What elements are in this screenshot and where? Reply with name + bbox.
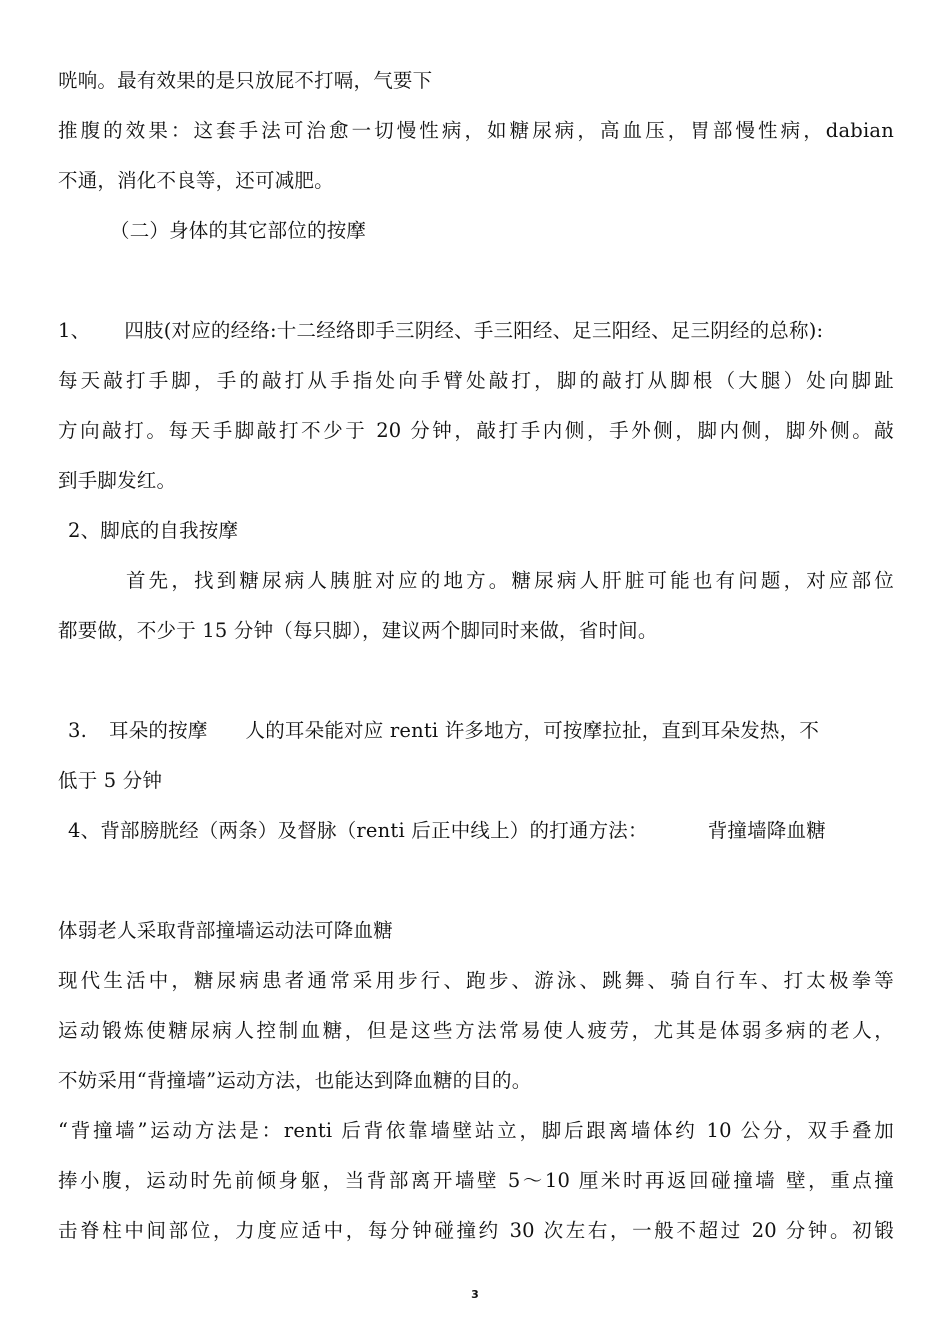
text-span: 人的耳朵能对应 renti 许多地方，可按摩拉扯，直到耳朵发热，不: [245, 719, 820, 742]
list-item-ear-massage: [68, 716, 894, 746]
text-line: 推腹的效果：这套手法可治愈一切慢性病，如糖尿病，高血压，胃部慢性病，dabian: [58, 119, 894, 142]
text-line: 现代生活中，糖尿病患者通常采用步行、跑步、游泳、跳舞、骑自行车、打太极拳等: [58, 969, 894, 992]
list-item-heading: 耳朵的按摩: [109, 719, 208, 742]
page-number: 3: [471, 1288, 479, 1301]
text-line: 都要做，不少于 15 分钟（每只脚），建议两个脚同时来做，省时间。: [58, 619, 658, 642]
list-item-heading: 四肢(对应的经络:十二经络即手三阴经、手三阳经、足三阳经、足三阴经的总称):: [124, 319, 824, 342]
text-line: 方向敲打。每天手脚敲打不少于 20 分钟，敲打手内侧，手外侧，脚内侧，脚外侧。敲: [58, 419, 894, 442]
list-item-back: [68, 816, 894, 846]
text-line: 运动锻炼使糖尿病人控制血糖，但是这些方法常易使人疲劳，尤其是体弱多病的老人，: [58, 1019, 894, 1042]
text-line: 不通，消化不良等，还可减肥。: [58, 169, 334, 192]
text-line: 到手脚发红。: [58, 469, 177, 492]
text-line: 捧小腹，运动时先前倾身躯，当背部离开墙壁 5～10 厘米时再返回碰撞墙 壁，重点撞: [58, 1169, 894, 1192]
list-item-heading: 4、背部膀胱经（两条）及督脉（renti 后正中线上）的打通方法：: [68, 819, 648, 842]
text-span: 背撞墙降血糖: [707, 819, 826, 842]
text-line: 不妨采用“背撞墙”运动方法，也能达到降血糖的目的。: [58, 1069, 532, 1092]
text-line: 每天敲打手脚，手的敲打从手指处向手臂处敲打，脚的敲打从脚根（大腿）处向脚趾: [58, 369, 894, 392]
list-item-limbs: [58, 316, 894, 346]
list-number: 1、: [58, 319, 91, 342]
list-item-foot-massage: 2、脚底的自我按摩: [68, 519, 239, 542]
section-heading: （二）身体的其它部位的按摩: [110, 219, 367, 242]
list-number: 3.: [68, 719, 88, 742]
subheading: 体弱老人采取背部撞墙运动法可降血糖: [58, 919, 393, 942]
text-line: 击脊柱中间部位，力度应适中，每分钟碰撞约 30 次左右，一般不超过 20 分钟。初锻: [58, 1219, 894, 1242]
text-line: 低于 5 分钟: [58, 769, 163, 792]
text-line: “背撞墙”运动方法是：renti 后背依靠墙壁站立，脚后跟离墙体约 10 公分，双手叠加: [58, 1119, 894, 1142]
text-line: 咣响。最有效果的是只放屁不打嗝，气要下: [58, 69, 433, 92]
text-line: 首先，找到糖尿病人胰脏对应的地方。糖尿病人肝脏可能也有问题，对应部位: [126, 569, 894, 592]
